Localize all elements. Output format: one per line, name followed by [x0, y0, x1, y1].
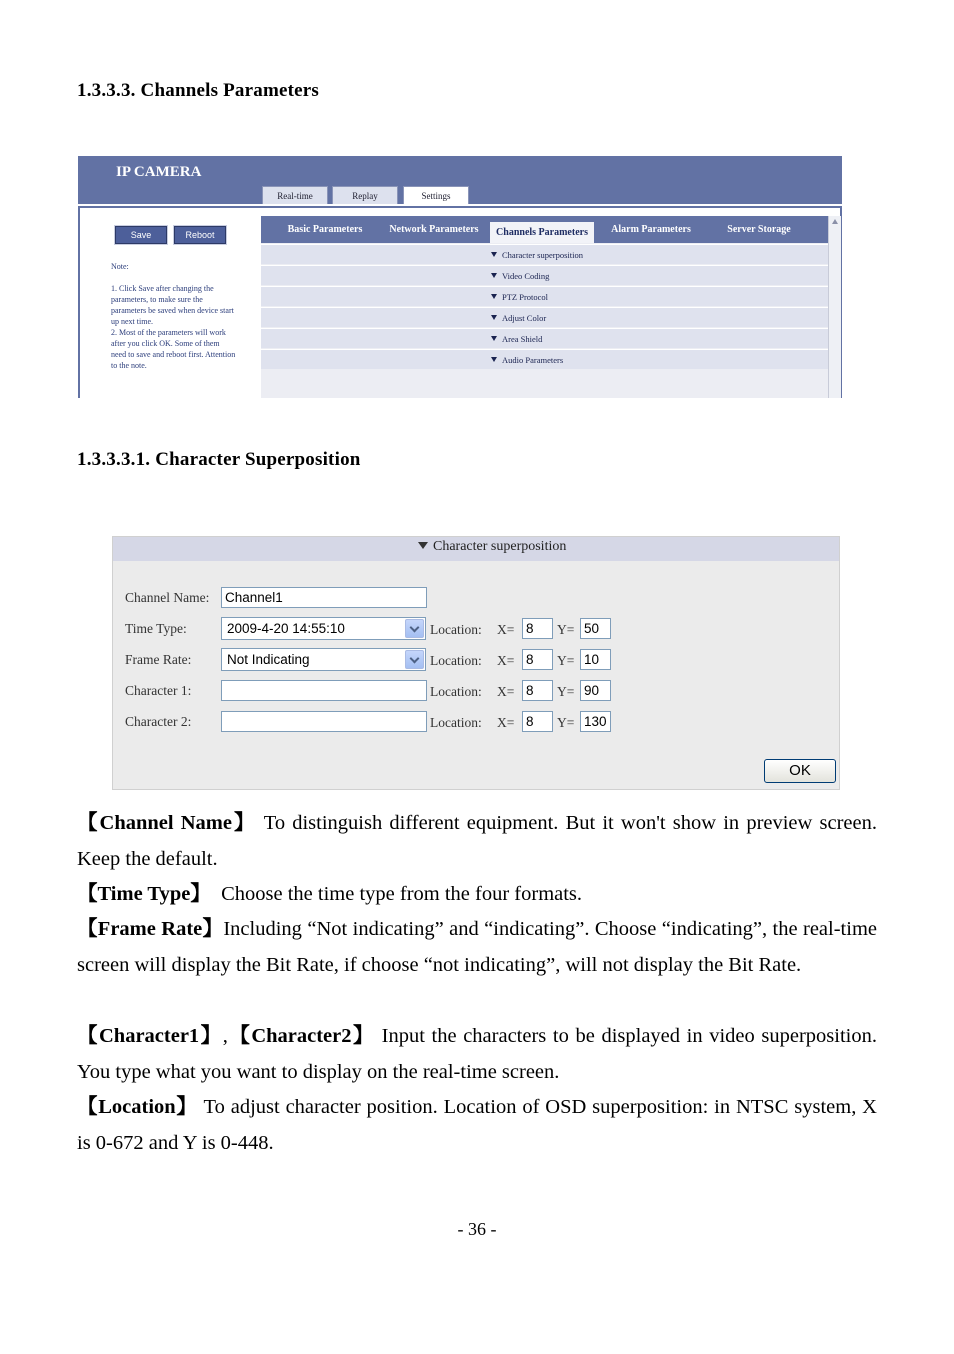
scrollbar[interactable] — [828, 216, 841, 398]
y-label: Y= — [557, 622, 575, 637]
term: 【Location】 — [77, 1096, 198, 1118]
location-label: Location: — [430, 684, 482, 699]
section-label: Audio Parameters — [502, 355, 564, 365]
paragraph-text: Including “Not indicating” and “indicating”. Choose “indicating”, the real-time screen will display the Bit Rate, if choose “not indicating”, will not display the Bit Rate. — [77, 918, 877, 976]
paragraph-text: To adjust character position. Location of OSD superposition: in NTSC system, X is 0-672 and Y is 0-448. — [77, 1096, 877, 1154]
y-label: Y= — [557, 715, 575, 730]
term: 【Character2】 — [227, 1025, 375, 1047]
form-header-label: Character superposition — [433, 539, 567, 554]
y-label: Y= — [557, 653, 575, 668]
section-audio-parameters[interactable] — [261, 349, 828, 369]
paragraph-text: Input the characters to be displayed in video superposition. You type what you want to display on the real-time screen. — [77, 1025, 877, 1083]
section-heading: 1.3.3.3. Channels Parameters — [77, 80, 320, 101]
save-button[interactable]: Save — [115, 226, 167, 244]
character-2-input[interactable] — [221, 711, 427, 732]
term: 【Time Type】 — [77, 883, 211, 905]
character-1-label: Character 1: — [125, 683, 192, 698]
section-area-shield[interactable] — [261, 328, 828, 348]
triangle-down-icon — [491, 252, 497, 257]
character-superposition-screenshot — [112, 536, 840, 790]
section-ptz-protocol[interactable] — [261, 286, 828, 306]
reboot-button[interactable]: Reboot — [174, 226, 226, 244]
y-label: Y= — [557, 684, 575, 699]
term: 【Frame Rate】 — [77, 918, 224, 940]
frame-rate-label: Frame Rate: — [125, 652, 192, 667]
dropdown-button[interactable] — [405, 650, 424, 669]
page-number: - 36 - — [457, 1219, 497, 1239]
menu-network-parameters[interactable]: Network Parameters — [389, 224, 479, 235]
term: 【Channel Name】 — [77, 812, 257, 834]
section-label: Area Shield — [502, 334, 543, 344]
x-label: X= — [497, 715, 515, 730]
triangle-down-icon — [491, 273, 497, 278]
form-header[interactable] — [113, 537, 839, 561]
note-title: Note: — [111, 262, 129, 271]
chevron-down-icon — [410, 654, 420, 664]
menu-server-storage[interactable]: Server Storage — [727, 224, 791, 235]
paragraph-text: Choose the time type from the four formats. — [210, 883, 583, 905]
paragraph-time-type — [77, 877, 877, 913]
y-input[interactable]: 130 — [580, 711, 611, 732]
note-item: 1. Click Save after changing the parameters, to make sure the parameters be saved when device start up next time. — [111, 284, 234, 326]
section-label: Adjust Color — [502, 313, 547, 323]
separator: , — [222, 1025, 228, 1047]
scroll-up-icon[interactable] — [832, 219, 838, 224]
paragraph-character — [77, 1019, 877, 1090]
channel-name-label: Channel Name: — [125, 590, 210, 605]
term: 【Character1】 — [77, 1025, 223, 1047]
camera-settings-screenshot — [78, 156, 842, 398]
y-input[interactable]: 10 — [580, 649, 611, 670]
triangle-down-icon — [491, 294, 497, 299]
section-adjust-color[interactable] — [261, 307, 828, 327]
time-type-label: Time Type: — [125, 621, 187, 636]
location-label: Location: — [430, 622, 482, 637]
location-label: Location: — [430, 653, 482, 668]
paragraph-channel-name — [77, 806, 877, 877]
paragraph-frame-rate — [77, 912, 877, 983]
menu-basic-parameters[interactable]: Basic Parameters — [287, 224, 363, 235]
triangle-down-icon — [491, 336, 497, 341]
paragraph-location — [77, 1090, 877, 1161]
note-panel — [111, 261, 236, 371]
menu-alarm-parameters[interactable]: Alarm Parameters — [611, 224, 691, 235]
character-1-input[interactable] — [221, 680, 427, 701]
x-input[interactable]: 8 — [522, 649, 553, 670]
y-input[interactable]: 50 — [580, 618, 611, 639]
y-input[interactable]: 90 — [580, 680, 611, 701]
camera-title: IP CAMERA — [116, 164, 202, 180]
section-video-coding[interactable] — [261, 265, 828, 285]
paragraph-text: To distinguish different equipment. But it won't show in preview screen. Keep the default. — [77, 812, 877, 870]
frame-rate-select[interactable] — [221, 648, 426, 671]
x-label: X= — [497, 653, 515, 668]
section-label: Video Coding — [502, 271, 550, 281]
x-input[interactable]: 8 — [522, 618, 553, 639]
character-2-label: Character 2: — [125, 714, 192, 729]
x-label: X= — [497, 684, 515, 699]
chevron-down-icon — [410, 623, 420, 633]
section-character-superposition[interactable] — [261, 244, 828, 264]
frame-rate-value: Not Indicating — [227, 652, 310, 667]
ok-button[interactable]: OK — [764, 759, 836, 783]
parameters-area — [261, 216, 828, 398]
location-label: Location: — [430, 715, 482, 730]
section-label: Character superposition — [502, 250, 583, 260]
subsection-heading: 1.3.3.3.1. Character Superposition — [77, 449, 361, 470]
x-input[interactable]: 8 — [522, 680, 553, 701]
time-type-select[interactable] — [221, 617, 426, 640]
triangle-down-icon — [418, 542, 428, 549]
dropdown-button[interactable] — [405, 619, 424, 638]
menu-channels-parameters[interactable]: Channels Parameters — [490, 222, 594, 243]
parameters-menu — [261, 216, 828, 243]
camera-header — [78, 156, 842, 204]
time-type-value: 2009-4-20 14:55:10 — [227, 621, 345, 636]
note-item: 2. Most of the parameters will work after you click OK. Some of them need to save and reboot first. Attention to the note. — [111, 328, 236, 370]
x-input[interactable]: 8 — [522, 711, 553, 732]
tab-real-time[interactable]: Real-time — [262, 186, 328, 204]
channel-name-input[interactable]: Channel1 — [221, 587, 427, 608]
triangle-down-icon — [491, 315, 497, 320]
section-label: PTZ Protocol — [502, 292, 549, 302]
tab-replay[interactable]: Replay — [332, 186, 398, 204]
x-label: X= — [497, 622, 515, 637]
triangle-down-icon — [491, 357, 497, 362]
tab-settings[interactable]: Settings — [403, 186, 469, 204]
